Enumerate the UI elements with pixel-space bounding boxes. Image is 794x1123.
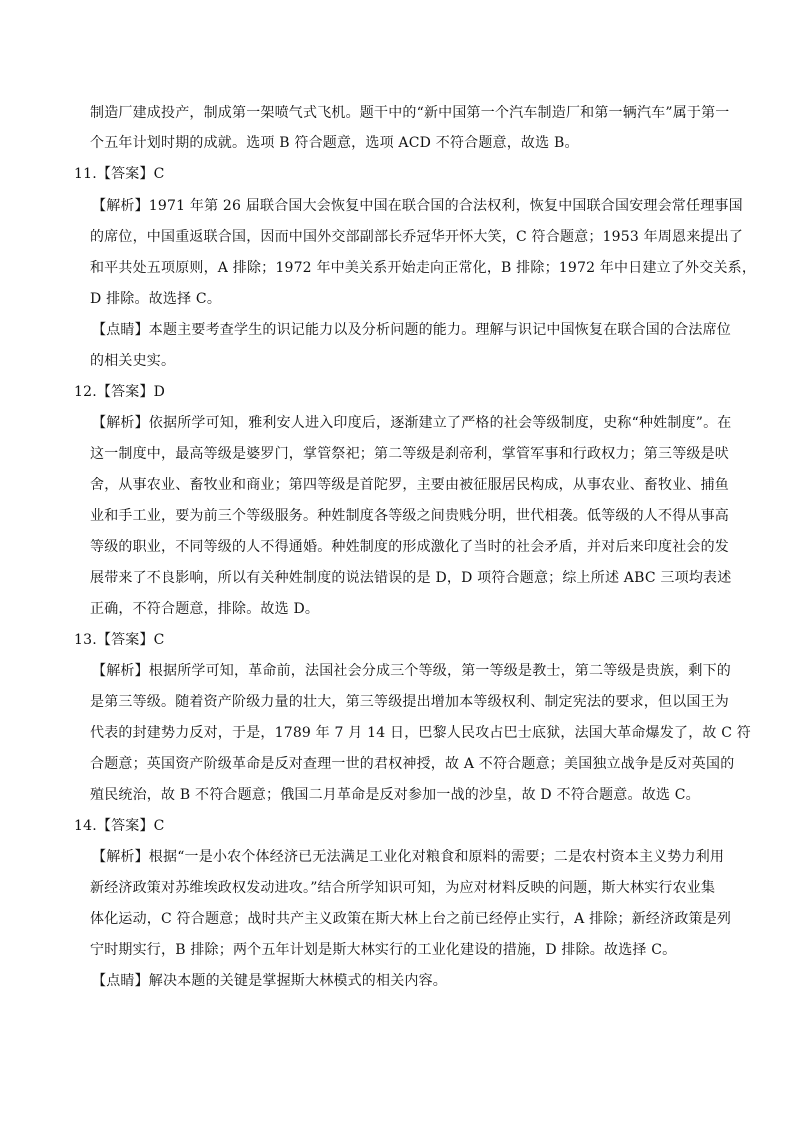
text-line: 这一制度中，最高等级是婆罗门，掌管祭祀；第二等级是刹帝利，掌管军事和行政权力；第三等级是吠 — [90, 446, 729, 462]
text-line: 新经济政策对苏维埃政权发动进攻。”结合所学知识可知，为应对材料反映的问题，斯大林实行农业集 — [90, 880, 716, 896]
text-line: 【解析】根据所学可知，革命前，法国社会分成三个等级，第一等级是教士，第二等级是贵族，剩下的 — [92, 663, 731, 679]
answer-heading-14: 14.【答案】C — [74, 818, 165, 834]
text-line: 【解析】根据“一是小农个体经济已无法满足工业化对粮食和原料的需要；二是农村资本主义势力利用 — [92, 849, 725, 865]
text-line: 代表的封建势力反对，于是，1789 年 7 月 14 日，巴黎人民攻占巴士底狱，法国大革命爆发了，故 C 符 — [90, 725, 752, 741]
answer-heading-13: 13.【答案】C — [74, 632, 165, 648]
text-line: 体化运动，C 符合题意；战时共产主义政策在斯大林上台之前已经停止实行，A 排除；新经济政策是列 — [90, 911, 732, 927]
answer-heading-11: 11.【答案】C — [74, 166, 165, 182]
text-line: 正确，不符合题意，排除。故选 D。 — [90, 601, 320, 617]
text-line: 个五年计划时期的成就。选项 B 符合题意，选项 ACD 不符合题意，故选 B。 — [90, 135, 579, 151]
text-line: 宁时期实行，B 排除；两个五年计划是斯大林实行的工业化建设的措施，D 排除。故选择 C。 — [90, 942, 677, 958]
text-line: 【解析】1971 年第 26 届联合国大会恢复中国在联合国的合法权利，恢复中国联合国安理会常任理事国 — [92, 198, 743, 214]
text-line: 的席位，中国重返联合国，因而中国外交部副部长乔冠华开怀大笑，C 符合题意；1953 年周恩来提出了 — [90, 229, 744, 245]
text-line: 殖民统治，故 B 不符合题意；俄国二月革命是反对参加一战的沙皇，故 D 不符合题意。故选 C。 — [90, 787, 700, 803]
text-line: 合题意；英国资产阶级革命是反对查理一世的君权神授，故 A 不符合题意；美国独立战争是反对英国的 — [90, 756, 735, 772]
text-line: 和平共处五项原则，A 排除；1972 年中美关系开始走向正常化，B 排除；1972 年中日建立了外交关系， — [90, 260, 757, 276]
text-line: 是第三等级。随着资产阶级力量的壮大，第三等级提出增加本等级权利、制定宪法的要求，但以国王为 — [90, 694, 729, 710]
text-line: 制造厂建成投产，制成第一架喷气式飞机。题干中的“新中国第一个汽车制造厂和第一辆汽车”属于第一 — [90, 105, 730, 121]
answer-heading-12: 12.【答案】D — [74, 384, 166, 400]
text-line: 【点睛】本题主要考查学生的识记能力以及分析问题的能力。理解与识记中国恢复在联合国的合法席位 — [92, 322, 731, 338]
text-line: 业和手工业，要为前三个等级服务。种姓制度各等级之间贵贱分明，世代相袭。低等级的人不得从事高 — [90, 508, 729, 524]
text-line: 【点睛】解决本题的关键是掌握斯大林模式的相关内容。 — [92, 973, 447, 989]
text-line: 舍，从事农业、畜牧业和商业；第四等级是首陀罗，主要由被征服居民构成，从事农业、畜牧业、捕鱼 — [90, 477, 729, 493]
text-line: 的相关史实。 — [90, 353, 176, 369]
text-line: 展带来了不良影响，所以有关种姓制度的说法错误的是 D，D 项符合题意；综上所述 ABC 三项均表述 — [90, 570, 732, 586]
text-line: D 排除。故选择 C。 — [90, 291, 222, 307]
text-line: 【解析】依据所学可知，雅利安人进入印度后，逐渐建立了严格的社会等级制度，史称“种姓制度”。在 — [92, 415, 732, 431]
text-line: 等级的职业，不同等级的人不得通婚。种姓制度的形成激化了当时的社会矛盾，并对后来印度社会的发 — [90, 539, 729, 555]
